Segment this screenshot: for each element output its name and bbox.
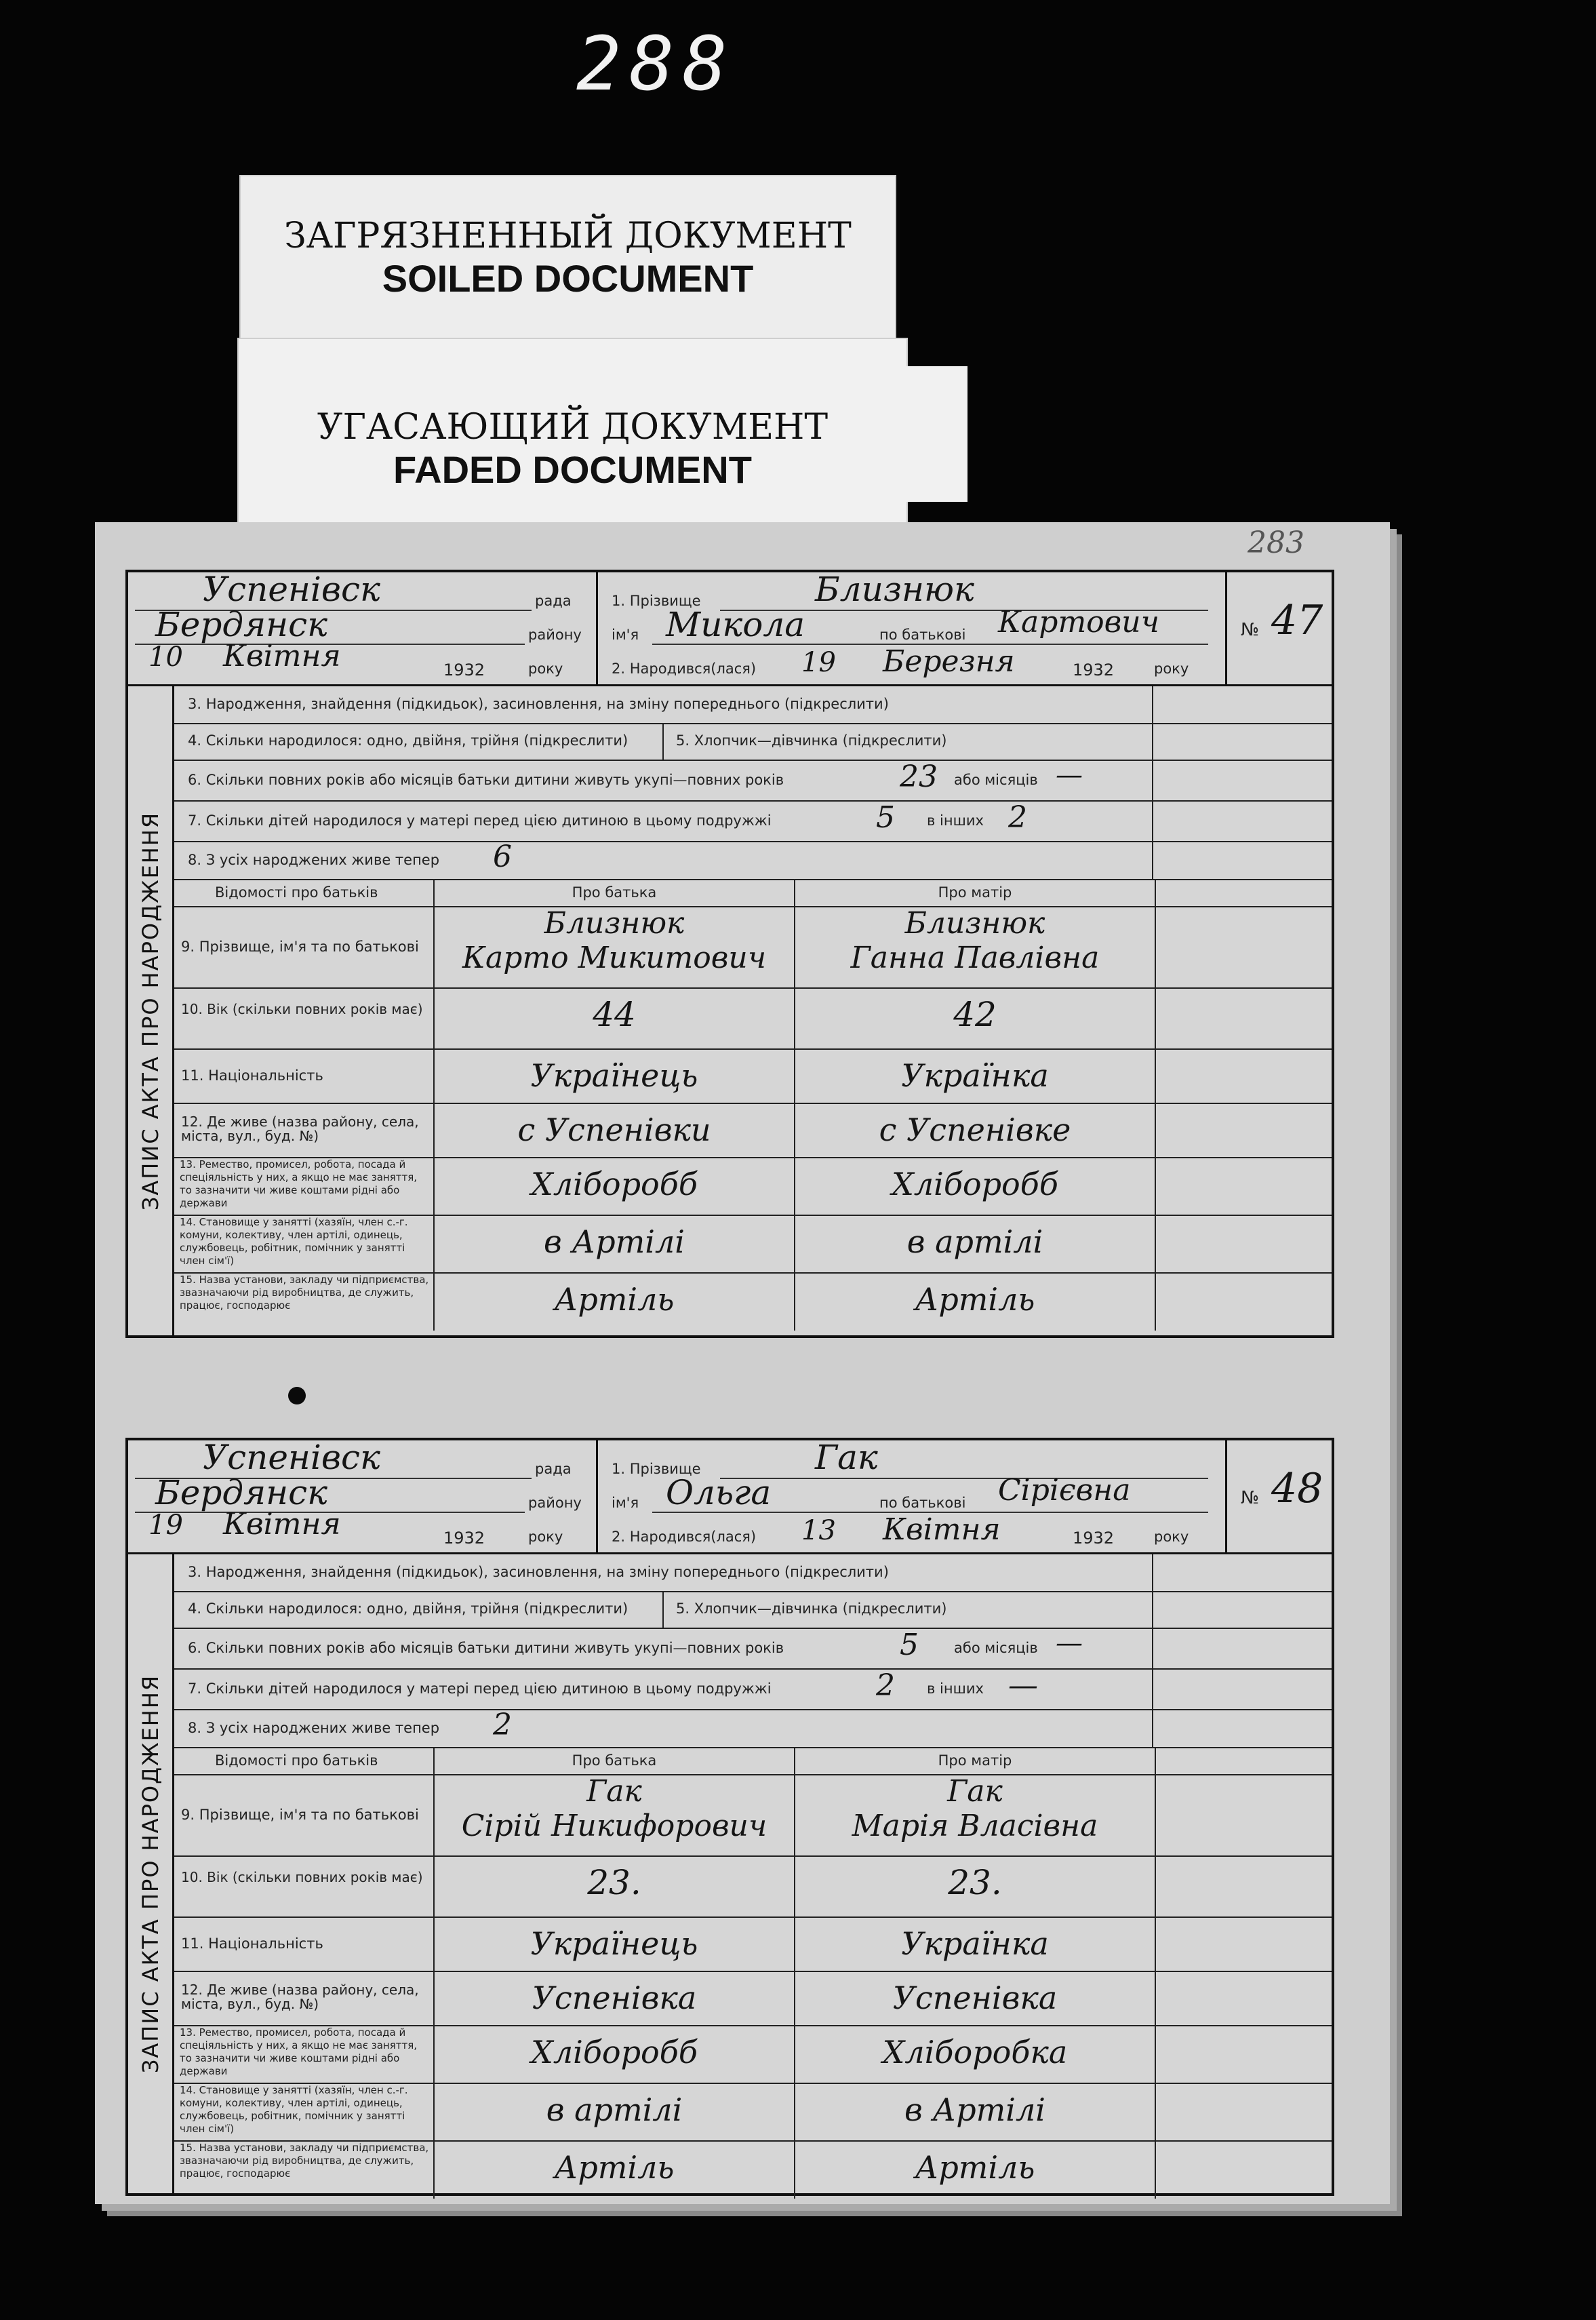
mother-surname: Близнюк	[904, 906, 1045, 941]
field-14-label: 14. Становище у занятті (хазяїн, член с.-г. комуни, колективу, член артілі, одинець, службовець, робітник, помічник у занятті член сім'ї)	[180, 1216, 408, 1267]
faded-label-en: FADED DOCUMENT	[393, 448, 752, 491]
row-6	[174, 760, 1332, 802]
side-title-text: ЗАПИС АКТА ПРО НАРОДЖЕННЯ	[137, 1674, 163, 2074]
children-this-value: 2	[876, 1668, 895, 1703]
field-10-label: 10. Вік (скільки повних років має)	[181, 1869, 423, 1885]
children-other-value: 2	[1008, 800, 1027, 835]
father-header: Про батька	[572, 884, 657, 901]
mother-occupation: Хліборобка	[882, 2034, 1068, 2070]
row-13	[174, 2025, 1332, 2084]
father-occupation: Хліборобб	[531, 2034, 698, 2070]
name-label: ім'я	[612, 1495, 639, 1511]
birth-year-value: 1932	[1073, 1529, 1115, 1548]
field-9-label: 9. Прізвище, ім'я та по батькові	[181, 939, 419, 955]
row-8	[174, 841, 1332, 880]
record-header-registry	[128, 1440, 598, 1554]
rada-label: рада	[535, 1461, 572, 1477]
birth-month-value: Березня	[883, 644, 1015, 679]
born-label: 2. Народився(лася)	[612, 661, 757, 677]
mother-status: в артілі	[906, 1223, 1043, 1260]
roku-label: року	[528, 1529, 563, 1545]
reg-day-value: 19	[148, 1510, 183, 1541]
field-5-label: 5. Хлопчик—дівчинка (підкреслити)	[676, 1600, 947, 1617]
field-6-months-label: або місяців	[954, 772, 1038, 788]
father-residence: Успенівка	[532, 1980, 697, 2016]
surname-label: 1. Прізвище	[612, 593, 701, 609]
name-value: Микола	[666, 605, 805, 644]
field-7-label: 7. Скільки дітей народилося у матері перед цією дитиною в цьому подружжі	[188, 812, 772, 829]
parents-header-row	[174, 1747, 1332, 1775]
field-11-label: 11. Національність	[181, 1935, 323, 1952]
field-14-label: 14. Становище у занятті (хазяїн, член с.-г. комуни, колективу, член артілі, одинець, службовець, робітник, помічник у занятті член сім'ї)	[180, 2084, 408, 2135]
reg-month-value: Квітня	[223, 639, 341, 673]
row-4-5	[174, 723, 1332, 761]
parents-header: Відомості про батьків	[215, 1752, 378, 1769]
name-label: ім'я	[612, 627, 639, 643]
field-7-other-label: в інших	[927, 1680, 984, 1697]
row-12	[174, 1103, 1332, 1158]
field-7-other-label: в інших	[927, 812, 984, 829]
field-6-label: 6. Скільки повних років або місяців батьки дитини живуть укупі—повних років	[188, 1640, 784, 1656]
field-6-months-label: або місяців	[954, 1640, 1038, 1656]
row-9	[174, 1774, 1332, 1857]
mother-status: в Артілі	[904, 2091, 1045, 2128]
faded-document-label	[239, 339, 906, 536]
children-this-value: 5	[876, 800, 895, 835]
row-11	[174, 1916, 1332, 1972]
born-label: 2. Народився(лася)	[612, 1529, 757, 1545]
record-header-child	[598, 1440, 1227, 1554]
patronymic-value: Картович	[998, 605, 1159, 640]
row-7	[174, 800, 1332, 842]
field-10-label: 10. Вік (скільки повних років має)	[181, 1001, 423, 1017]
record-header-registry	[128, 572, 598, 686]
row-3	[174, 1554, 1332, 1592]
father-nationality: Українець	[530, 1057, 698, 1094]
reg-year-value: 1932	[443, 661, 485, 680]
patronymic-label: по батькові	[879, 1495, 966, 1511]
father-header: Про батька	[572, 1752, 657, 1769]
surname-value: Гак	[815, 1438, 878, 1477]
page-number: 283	[1248, 526, 1304, 560]
record-side-title	[128, 686, 174, 1335]
field-7-label: 7. Скільки дітей народилося у матері перед цією дитиною в цьому подружжі	[188, 1680, 772, 1697]
council-value: Успенівск	[203, 570, 380, 609]
row-13	[174, 1157, 1332, 1216]
rada-label: рада	[535, 593, 572, 609]
row-3	[174, 686, 1332, 724]
raion-label: району	[528, 1495, 582, 1511]
name-value: Ольга	[666, 1473, 772, 1512]
father-name: Карто Микитович	[462, 941, 767, 975]
row-7	[174, 1668, 1332, 1710]
row-14	[174, 2083, 1332, 2142]
district-value: Бердянск	[155, 1473, 327, 1512]
row-14	[174, 1215, 1332, 1274]
row-8	[174, 1709, 1332, 1748]
father-surname: Гак	[586, 1774, 642, 1809]
field-4-label: 4. Скільки народилося: одно, двійня, трійня (підкреслити)	[188, 1600, 629, 1617]
soiled-label-ru: ЗАГРЯЗНЕННЫЙ ДОКУМЕНТ	[284, 216, 852, 256]
surname-label: 1. Прізвище	[612, 1461, 701, 1477]
mother-nationality: Українка	[901, 1925, 1049, 1962]
row-15	[174, 2140, 1332, 2199]
faded-label-ru: УГАСАЮЩИЙ ДОКУМЕНТ	[317, 407, 829, 448]
father-workplace: Артіль	[554, 1281, 675, 1318]
field-8-label: 8. З усіх народжених живе тепер	[188, 1720, 440, 1736]
raion-label: району	[528, 627, 582, 643]
row-12	[174, 1971, 1332, 2026]
birth-record	[125, 570, 1334, 1338]
row-6	[174, 1628, 1332, 1670]
record-side-title	[128, 1554, 174, 2193]
district-value: Бердянск	[155, 605, 327, 644]
row-11	[174, 1048, 1332, 1104]
patronymic-value: Сірієвна	[998, 1473, 1131, 1508]
father-nationality: Українець	[530, 1925, 698, 1962]
record-number: 47	[1271, 597, 1323, 644]
label-tab	[900, 366, 967, 502]
field-9-label: 9. Прізвище, ім'я та по батькові	[181, 1807, 419, 1823]
field-13-label: 13. Ремество, промисел, робота, посада й спеціяльність у них, а якщо не має заняття, то зазначити чи живе коштами рідні або держави	[180, 2026, 417, 2077]
field-4-label: 4. Скільки народилося: одно, двійня, трійня (підкреслити)	[188, 732, 629, 749]
father-occupation: Хліборобб	[531, 1166, 698, 1202]
father-age: 23.	[587, 1863, 641, 1902]
birth-roku-label: року	[1154, 661, 1189, 677]
mother-surname: Гак	[947, 1774, 1003, 1809]
field-13-label: 13. Ремество, промисел, робота, посада й спеціяльність у них, а якщо не має заняття, то зазначити чи живе коштами рідні або держави	[180, 1158, 417, 1209]
field-15-label: 15. Назва установи, закладу чи підприємства, звазначаючи рід виробництва, де служить, працює, господарює	[180, 2142, 429, 2180]
surname-value: Близнюк	[815, 570, 974, 609]
birth-day-value: 13	[801, 1515, 836, 1546]
reg-day-value: 10	[148, 642, 183, 673]
side-title-text: ЗАПИС АКТА ПРО НАРОДЖЕННЯ	[137, 811, 163, 1211]
number-sign: №	[1241, 1488, 1260, 1508]
months-together-value: —	[1056, 760, 1083, 791]
mother-header: Про матір	[938, 1752, 1012, 1769]
mother-name: Ганна Павлівна	[850, 941, 1100, 975]
birth-year-value: 1932	[1073, 661, 1115, 680]
birth-roku-label: року	[1154, 1529, 1189, 1545]
mother-occupation: Хліборобб	[892, 1166, 1058, 1202]
field-3-label: 3. Народження, знайдення (підкидьок), засиновлення, на зміну попереднього (підкреслити)	[188, 1564, 889, 1580]
mother-name: Марія Власівна	[852, 1809, 1098, 1843]
father-residence: с Успенівки	[517, 1112, 711, 1148]
record-number-cell	[1227, 572, 1332, 686]
archive-stamp-number: 288	[576, 20, 736, 107]
father-status: в Артілі	[543, 1223, 685, 1260]
soiled-label-en: SOILED DOCUMENT	[382, 257, 754, 300]
row-15	[174, 1272, 1332, 1331]
field-5-label: 5. Хлопчик—дівчинка (підкреслити)	[676, 732, 947, 749]
years-together-value: 5	[900, 1628, 919, 1662]
father-age: 44	[593, 995, 636, 1034]
mother-age: 23.	[948, 1863, 1002, 1902]
council-value: Успенівск	[203, 1438, 380, 1477]
field-11-label: 11. Національність	[181, 1067, 323, 1084]
field-12-label: 12. Де живе (назва району, села, міста, вул., буд. №)	[181, 1114, 419, 1144]
mother-age: 42	[953, 995, 997, 1034]
record-header-child	[598, 572, 1227, 686]
reg-month-value: Квітня	[223, 1507, 341, 1541]
years-together-value: 23	[900, 760, 938, 794]
binding-hole	[288, 1387, 306, 1404]
parents-header: Відомості про батьків	[215, 884, 378, 901]
reg-year-value: 1932	[443, 1529, 485, 1548]
mother-residence: с Успенівке	[879, 1112, 1071, 1148]
record-number-cell	[1227, 1440, 1332, 1554]
alive-value: 2	[493, 1708, 512, 1742]
birth-month-value: Квітня	[883, 1512, 1001, 1547]
row-10	[174, 987, 1332, 1050]
field-12-label: 12. Де живе (назва району, села, міста, вул., буд. №)	[181, 1982, 419, 2012]
field-3-label: 3. Народження, знайдення (підкидьок), засиновлення, на зміну попереднього (підкреслити)	[188, 696, 889, 712]
patronymic-label: по батькові	[879, 627, 966, 643]
father-name: Сірій Никифорович	[461, 1809, 767, 1843]
father-surname: Близнюк	[544, 906, 685, 941]
mother-residence: Успенівка	[892, 1980, 1058, 2016]
father-workplace: Артіль	[554, 2149, 675, 2186]
alive-value: 6	[493, 840, 512, 874]
birth-day-value: 19	[801, 647, 836, 678]
mother-workplace: Артіль	[915, 1281, 1035, 1318]
mother-nationality: Українка	[901, 1057, 1049, 1094]
father-status: в артілі	[546, 2091, 683, 2128]
field-15-label: 15. Назва установи, закладу чи підприємства, звазначаючи рід виробництва, де служить, працює, господарює	[180, 1274, 429, 1312]
months-together-value: —	[1056, 1628, 1083, 1659]
mother-workplace: Артіль	[915, 2149, 1035, 2186]
mother-header: Про матір	[938, 884, 1012, 901]
row-9	[174, 906, 1332, 989]
row-4-5	[174, 1591, 1332, 1629]
roku-label: року	[528, 661, 563, 677]
row-10	[174, 1855, 1332, 1918]
field-8-label: 8. З усіх народжених живе тепер	[188, 852, 440, 868]
parents-header-row	[174, 879, 1332, 907]
number-sign: №	[1241, 620, 1260, 640]
soiled-document-label	[241, 176, 895, 356]
birth-record	[125, 1438, 1334, 2196]
record-number: 48	[1271, 1465, 1323, 1512]
children-other-value: —	[1008, 1668, 1038, 1703]
field-6-label: 6. Скільки повних років або місяців батьки дитини живуть укупі—повних років	[188, 772, 784, 788]
